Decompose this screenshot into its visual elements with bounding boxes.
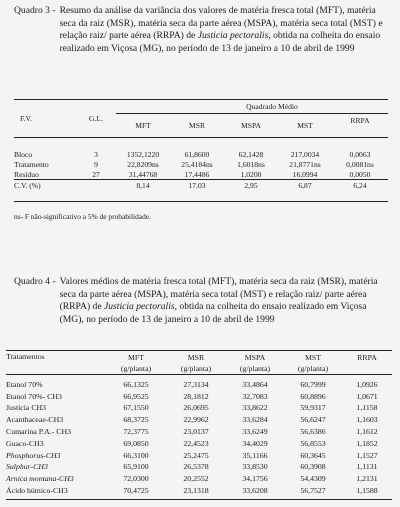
quadro4-rrpa-cell: 1,2131 [356, 474, 378, 484]
quadro3-rrpa-cell: 0,0050 [349, 169, 371, 179]
quadro3-footnote: ns- F não-significativo a 5% de probabilidade. [14, 212, 151, 221]
quadro3-header-mst: MST [297, 120, 313, 130]
quadro4-mst-cell: 56,8553 [300, 438, 326, 448]
quadro3-header-gl: G.L. [89, 114, 103, 124]
quadro4-treatment-cell: Sulphur-CH3 [6, 462, 48, 472]
quadro4-header-mst: MST [304, 353, 322, 362]
quadro4-rrpa-cell: 1,1527 [356, 450, 378, 460]
quadro4-treatment-cell: Ácido húmico-CH3 [6, 486, 68, 496]
quadro3-caption [14, 5, 392, 55]
quadro4-mft-cell: 66,1325 [123, 379, 149, 389]
quadro3-msr-cell: 25,4184ns [181, 160, 213, 169]
quadro3-cv-label: C.V. (%) [14, 180, 76, 192]
quadro3-rrpa-cell: 0,0081ns [346, 160, 374, 169]
quadro4-header-mft: MFT [127, 353, 145, 362]
quadro3-mspa-cell: 62,1428 [238, 150, 264, 159]
quadro3-header-rrpa: RRPA [350, 115, 370, 125]
quadro3-table [14, 101, 388, 192]
quadro4-treatment-cell: Cumarina P.A.- CH3 [6, 427, 71, 437]
quadro3-mst-cell: 16,0994 [292, 169, 318, 179]
table-row [14, 160, 388, 170]
quadro3-cv-row [14, 180, 388, 192]
quadro4-msr-cell: 26,5378 [183, 462, 209, 472]
quadro3-caption-lead: Quadro 3 - [14, 5, 56, 16]
quadro4-unit-mst: (g/planta) [297, 363, 329, 373]
quadro3-header-group: Quadrado Médio [116, 101, 388, 113]
quadro4-mst-cell: 60,3645 [300, 450, 326, 460]
quadro4-mst-cell: 60,3908 [300, 462, 326, 472]
quadro4-msr-cell: 20,2552 [183, 474, 209, 484]
quadro3-header-mspa: MSPA [241, 120, 261, 130]
quadro4-treatment-cell: Etanol 70% [6, 379, 43, 389]
quadro4-unit-mspa: (g/planta) [239, 363, 271, 373]
quadro4-mspa-cell: 34,1756 [242, 474, 268, 484]
quadro3-gl-cell: 3 [94, 150, 98, 159]
quadro3-cv-msr: 17,03 [170, 180, 224, 192]
quadro4-treatment-cell: Acanthaceae-CH3 [6, 415, 64, 425]
quadro3-msr-cell: 61,8600 [184, 150, 210, 159]
quadro4-bottom-rule [6, 499, 392, 500]
quadro4-mst-cell: 60,7999 [300, 379, 326, 389]
quadro3-mft-cell: 31,44768 [128, 169, 158, 179]
quadro4-msr-cell: 26,0695 [183, 403, 209, 413]
table-row [6, 390, 392, 402]
quadro4-mst-cell: 60,8896 [300, 391, 326, 401]
quadro3-mspa-cell: 1,6018ns [237, 160, 265, 169]
quadro4-mspa-cell: 32,7083 [242, 391, 268, 401]
quadro4-caption-part1: Valores médios de matéria fresca total (MFT), matéria seca da raiz (MSR), matéria seca da parte aérea (MSPA), matéria seca total (MST) e relação raiz/ parte aérea (RRPA) de [59, 276, 378, 313]
quadro4-mst-cell: 59,9317 [300, 403, 326, 413]
quadro4-msr-cell: 22,9962 [183, 415, 209, 425]
quadro3-caption-part3: , obtida na colheita do ensaio realizado em Viçosa (MG), no período de 13 de janeiro a 10 de abril de 1999 [59, 30, 381, 54]
quadro4-treatment-cell: Guaco-CH3 [6, 438, 44, 448]
quadro4-rrpa-cell: 1,1852 [356, 438, 378, 448]
table-row [6, 402, 392, 414]
quadro4-mft-cell: 65,9100 [123, 462, 149, 472]
quadro4-rrpa-cell: 1,1612 [356, 427, 378, 437]
quadro3-cv-mft: 8,14 [116, 180, 170, 192]
table-row [14, 150, 388, 160]
quadro4-mft-cell: 66,9525 [123, 391, 149, 401]
quadro3-msr-cell: 17,4486 [184, 169, 210, 179]
quadro3-header-msr: MSR [188, 120, 206, 130]
quadro4-header-trat: Tratamentos [6, 352, 45, 361]
quadro4-mft-cell: 70,4725 [123, 486, 149, 496]
quadro4-rrpa-cell: 1,1588 [356, 486, 378, 496]
quadro4-msr-cell: 23,0137 [183, 427, 209, 437]
quadro4-msr-cell: 23,1318 [183, 486, 209, 496]
table-row [6, 437, 392, 449]
quadro4-mft-cell: 67,1550 [123, 403, 149, 413]
quadro3-bottom-rule [14, 201, 388, 202]
quadro3-header-fv: F.V. [20, 114, 32, 124]
quadro4-rrpa-cell: 1,1158 [356, 403, 378, 413]
quadro4-msr-cell: 22,4523 [183, 438, 209, 448]
quadro3-mst-cell: 21,8771ns [289, 160, 321, 169]
quadro4-mft-cell: 72,3775 [123, 427, 149, 437]
quadro4-mft-cell: 66,3100 [123, 450, 149, 460]
table-row [6, 485, 392, 497]
quadro4-mst-cell: 56,6386 [300, 427, 326, 437]
table-row [6, 473, 392, 485]
quadro4-header-rrpa: RRPA [357, 353, 377, 362]
quadro3-gl-cell: 9 [94, 160, 98, 169]
quadro4-header-mspa: MSPA [244, 353, 266, 362]
quadro3-fv-cell: Resíduo [14, 169, 39, 179]
quadro3-cv-mst: 6,87 [278, 180, 332, 192]
table-row [6, 426, 392, 438]
quadro4-unit-mft: (g/planta) [120, 363, 152, 373]
quadro4-header-msr: MSR [187, 353, 205, 362]
quadro3-mft-cell: 1352,1220 [126, 150, 160, 159]
quadro3-caption-text [60, 5, 392, 55]
table-row [14, 170, 388, 180]
quadro4-mspa-cell: 34,4029 [242, 438, 268, 448]
quadro3-cv-rrpa: 6,24 [332, 180, 388, 192]
table-row [6, 414, 392, 426]
quadro3-fv-cell: Tratamento [14, 160, 49, 169]
quadro4-treatment-cell: Justicia CH3 [6, 403, 47, 413]
quadro3-fv-cell: Bloco [14, 150, 33, 159]
quadro4-msr-cell: 25,2475 [183, 450, 209, 460]
quadro4-caption-part3: , obtida na colheita do ensaio realizado em Viçosa (MG), no período de 13 de janeiro a 10 de abril de 1999 [59, 301, 367, 325]
quadro4-caption-lead: Quadro 4 - [14, 276, 56, 287]
quadro4-mspa-cell: 33,8622 [242, 403, 268, 413]
quadro3-mft-cell: 22,8209ns [127, 160, 159, 169]
quadro4-treatment-cell: Arnica montana-CH3 [6, 474, 74, 484]
quadro4-rrpa-cell: 1,0671 [356, 391, 378, 401]
quadro3-gl-cell: 27 [92, 169, 100, 179]
quadro4-msr-cell: 28,1812 [183, 391, 209, 401]
quadro4-rrpa-cell: 1,1603 [356, 415, 378, 425]
quadro4-mspa-cell: 33,4864 [242, 379, 268, 389]
quadro4-treatment-cell: Etanol 70%- CH3 [6, 391, 62, 401]
quadro4-species-name: Justicia pectoralis [104, 301, 175, 313]
quadro4-mspa-cell: 35,1166 [242, 450, 268, 460]
quadro3-rrpa-cell: 0,0063 [349, 150, 371, 159]
quadro4-mspa-cell: 33,6284 [242, 415, 268, 425]
table-row [6, 461, 392, 473]
quadro4-mft-cell: 68,3725 [123, 415, 149, 425]
quadro3-mst-cell: 217,0034 [290, 150, 320, 159]
quadro3-mspa-cell: 1,0200 [240, 169, 262, 179]
quadro4-mspa-cell: 33,8530 [242, 462, 268, 472]
quadro4-mst-cell: 56,6247 [300, 415, 326, 425]
quadro4-msr-cell: 27,3134 [183, 379, 209, 389]
quadro4-caption [14, 276, 392, 326]
quadro3-header-mft: MFT [135, 120, 151, 130]
quadro4-rrpa-cell: 1,1131 [356, 462, 378, 472]
quadro4-top-rule [6, 350, 392, 351]
quadro3-caption-part1: Resumo da análise da variância dos valores de matéria fresca total (MFT), matéria seca da raiz (MSR), matéria seca da parte aérea (MSPA), matéria seca total (MST) e relação raiz/ parte aérea (RRPA) de [59, 5, 383, 42]
quadro4-mst-cell: 54,4309 [300, 474, 326, 484]
quadro4-treatment-cell: Phosphorus-CH3 [6, 450, 61, 460]
quadro4-unit-msr: (g/planta) [180, 363, 212, 373]
quadro4-mst-cell: 56,7527 [300, 486, 326, 496]
quadro4-rrpa-cell: 1,0926 [356, 379, 378, 389]
quadro4-table [6, 352, 392, 496]
quadro3-cv-mspa: 2,95 [224, 180, 278, 192]
table-row [6, 449, 392, 461]
quadro4-mft-cell: 72,0300 [123, 474, 149, 484]
quadro4-mspa-cell: 33,6249 [242, 427, 268, 437]
table-row [6, 379, 392, 391]
quadro4-body [6, 379, 392, 497]
quadro3-species-name: Justicia pectoralis [197, 30, 269, 42]
quadro3-top-rule [14, 99, 388, 100]
quadro4-caption-text [60, 276, 392, 326]
quadro4-mft-cell: 69,0850 [123, 438, 149, 448]
quadro4-mspa-cell: 33,6208 [242, 486, 268, 496]
